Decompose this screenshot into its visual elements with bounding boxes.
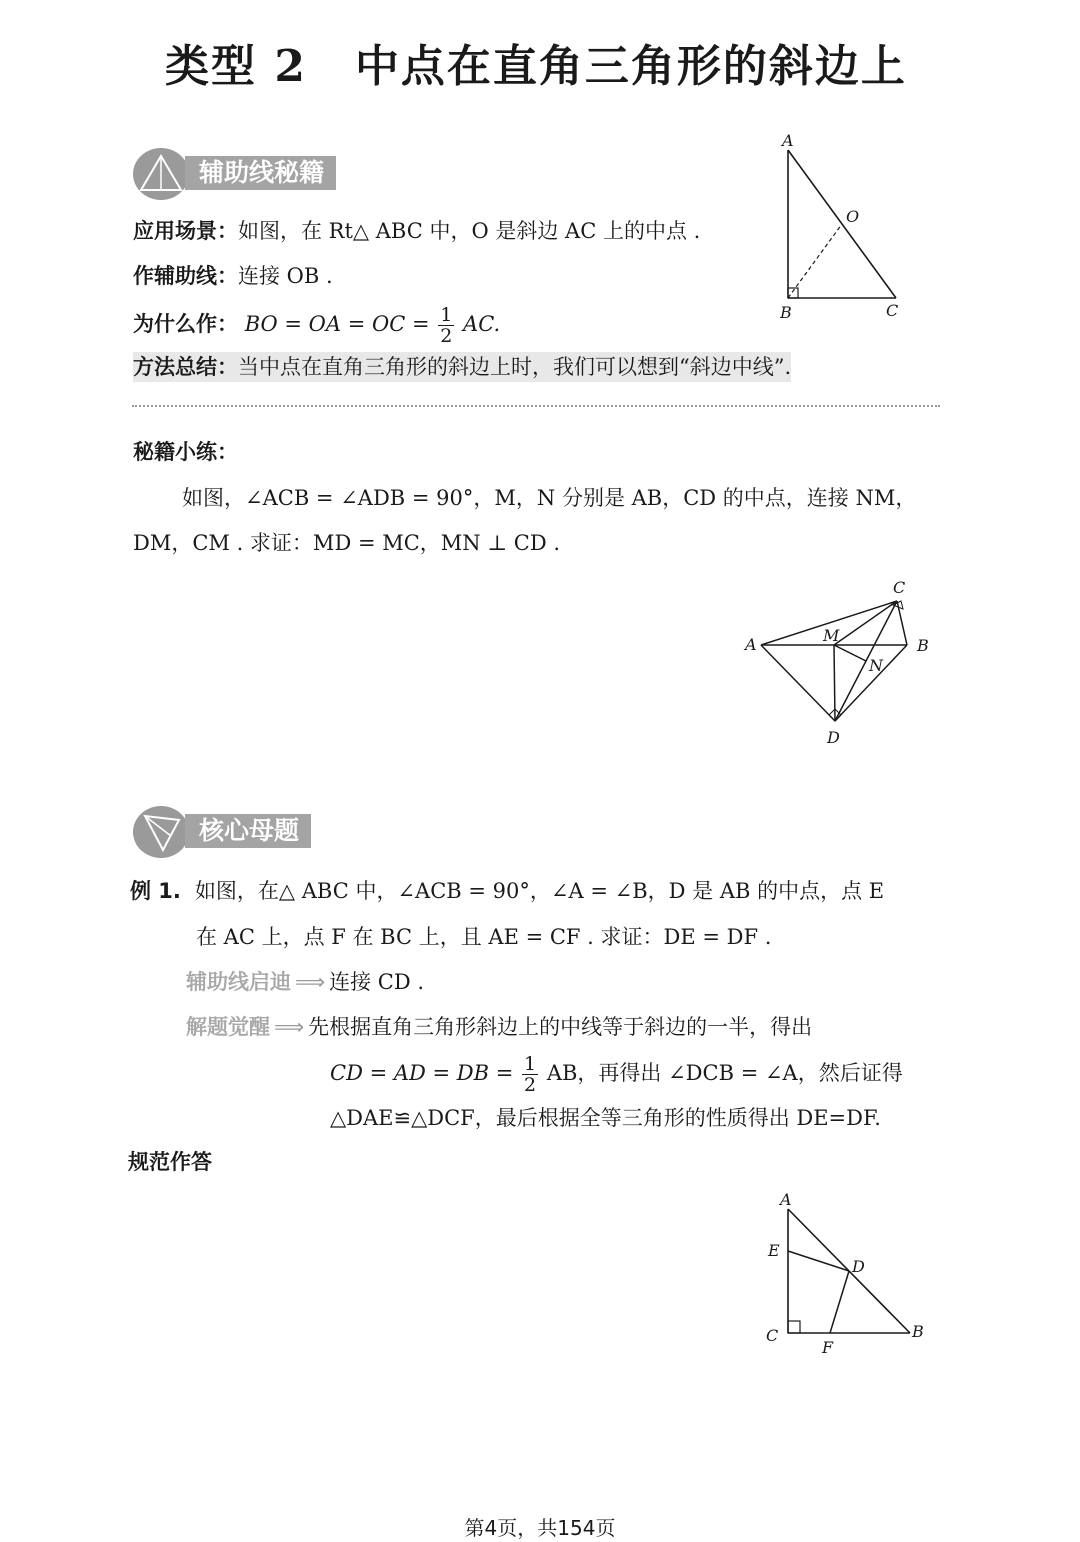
triangle-emblem-icon [133,148,189,200]
label-f: F [822,1338,834,1357]
figure-right-triangle-abc [770,128,920,328]
row-label: 作辅助线： [133,264,238,288]
formula-part: AC. [463,312,501,336]
insight-row-2 [330,1054,903,1095]
segment-mn [834,645,866,661]
hint-text: 连接 CD . [329,970,425,994]
segment-ad [761,645,835,721]
implies-arrow-icon: ⟹ [295,970,326,994]
row-text: 如图，在 Rt△ ABC 中，O 是斜边 AC 上的中点 . [238,219,701,243]
page-number: 第4页，共154页 [464,1516,616,1540]
section-badge-label: 辅助线秘籍 [185,156,336,190]
label-d: D [827,728,840,747]
segment-mc [834,601,897,645]
label-m: M [823,626,840,645]
example-label: 例 1. [130,879,181,903]
insight-text: AB，再得出 ∠DCB = ∠A，然后证得 [546,1061,903,1085]
row-label: 为什么作： [133,312,238,336]
label-c: C [766,1326,779,1345]
label-a: A [782,131,794,150]
label-n: N [869,656,883,675]
practice-label: 秘籍小练： [133,440,238,464]
segment-ob [788,224,842,298]
triangle-emblem-icon [133,806,189,858]
section-divider [132,405,940,407]
label-a: A [780,1190,792,1209]
fraction-half: $\frac{1}{2}$ [440,304,453,347]
section-badge-label: 核心母题 [185,814,311,848]
example-1-line-2: 在 AC 上，点 F 在 BC 上，且 AE = CF . 求证：DE = DF . [196,925,772,949]
label-b: B [780,303,792,322]
title-type: 类型 2 [165,41,307,92]
insight-text: 先根据直角三角形斜边上的中线等于斜边的一半，得出 [308,1015,813,1039]
insight-formula: CD = AD = DB = [330,1061,514,1085]
insight-row-1 [186,1012,812,1042]
label-a: A [745,635,757,654]
page-title [165,30,907,94]
implies-arrow-icon: ⟹ [274,1015,305,1039]
label-c: C [893,578,906,597]
row-text: 连接 OB . [238,264,333,288]
application-scene [133,216,700,246]
label-b: B [917,636,929,655]
example-text: 如图，在△ ABC 中，∠ACB = 90°，∠A = ∠B，D 是 AB 的中点，点 E [194,879,885,903]
row-label: 方法总结： [133,355,238,379]
method-summary [133,352,791,382]
right-angle-mark [788,1321,800,1333]
practice-line-1: 如图，∠ACB = ∠ADB = 90°，M，N 分别是 AB，CD 的中点，连接 NM， [182,486,917,510]
aux-line-step [133,261,333,291]
label-o: O [846,207,860,226]
formula-part: BO = OA = OC = [244,312,430,336]
example-1-line-1 [130,876,884,906]
figure-quadrilateral-acbd [735,575,935,755]
answer-heading: 规范作答 [128,1150,212,1174]
row-label: 应用场景： [133,219,238,243]
insight-label: 解题觉醒 [186,1015,270,1039]
insight-row-3: △DAE≌△DCF，最后根据全等三角形的性质得出 DE=DF. [330,1106,881,1130]
label-c: C [886,301,899,320]
title-topic: 中点在直角三角形的斜边上 [354,41,907,92]
practice-line-2: DM，CM . 求证：MD = MC，MN ⊥ CD . [133,531,561,555]
hint-label: 辅助线启迪 [186,970,291,994]
reason-row [133,305,500,346]
label-e: E [768,1241,780,1260]
hint-row [186,967,424,997]
figure-isosceles-right-triangle [760,1185,930,1365]
label-d: D [852,1257,865,1276]
row-text: 当中点在直角三角形的斜边上时，我们可以想到“斜边中线”. [238,355,792,379]
segment-df [830,1271,849,1333]
label-b: B [912,1322,924,1341]
fraction-half: $\frac{1}{2}$ [524,1053,537,1096]
